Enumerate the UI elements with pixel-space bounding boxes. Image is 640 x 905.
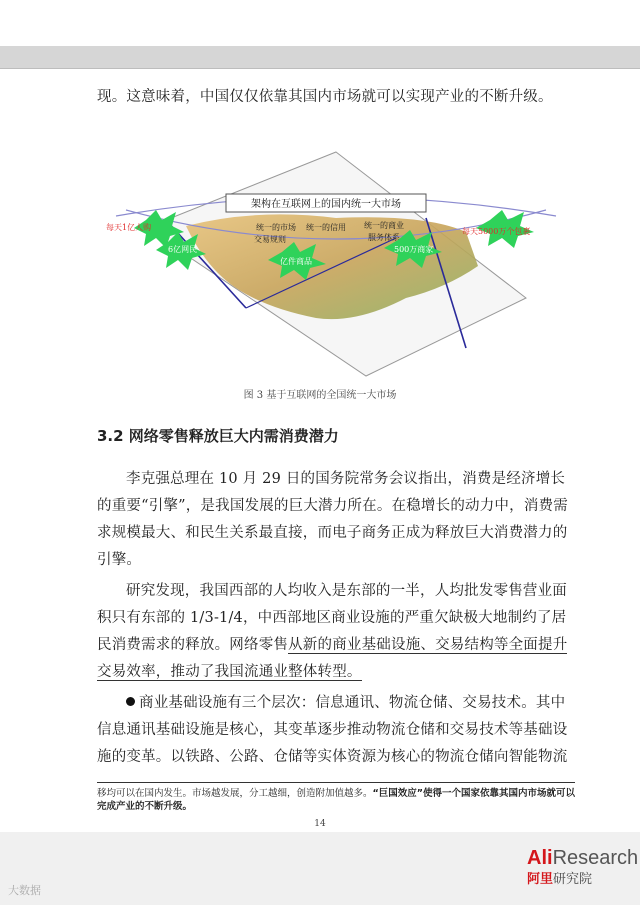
- paragraph: 李克强总理在 10 月 29 日的国务院常务会议指出，消费是经济增长的重要“引擎”，是我国发展的巨大潜力所在。在稳增长的动力中，消费需求规模最大、和民生关系最直接，而电子商务正成为释放巨大消费潜力的引擎。: [97, 471, 568, 568]
- burst-label: 每天5000万个包裹: [462, 227, 531, 236]
- page-number: 14: [314, 819, 326, 829]
- aliresearch-logo-cn: [527, 868, 592, 887]
- burst-label: 500万商家: [394, 245, 434, 254]
- footnote-text: 移均可以在国内发生。市场越发展，分工越细，创造附加值越多。: [97, 788, 373, 799]
- burst-label: 6亿网民: [168, 245, 198, 254]
- bullet-paragraph: [97, 690, 572, 771]
- aliresearch-logo: [527, 847, 638, 870]
- logo-text: 阿里: [527, 872, 554, 887]
- figure-label: 统一的信用: [306, 223, 346, 232]
- header-bar: [0, 46, 640, 69]
- burst-label: 亿件商品: [280, 257, 312, 266]
- logo-text: Research: [552, 847, 639, 869]
- logo-text: 研究院: [553, 872, 593, 887]
- figure-label: 统一的市场: [256, 223, 296, 232]
- paragraph-text: 研究发现，我国西部的人均收入是东部的一半，人均批发零售营业面积只有东部的 1/3-1/4，中西部地区商业设施的严重欠缺极大地制约了居民消费需求的释放。网络零售: [97, 583, 567, 653]
- bullet-icon: [126, 697, 135, 706]
- section-title: 3.2 网络零售释放巨大内需消费潜力: [97, 427, 339, 445]
- figure-label: 交易规则: [254, 235, 286, 244]
- figure-caption: 图 3 基于互联网的全国统一大市场: [243, 390, 397, 401]
- watermark: 大数据: [8, 884, 41, 897]
- figure-title: 架构在互联网上的国内统一大市场: [251, 199, 401, 210]
- footnote: [97, 787, 577, 813]
- market-figure: [106, 148, 566, 378]
- logo-text: Ali: [527, 847, 553, 869]
- footnote-bold: “巨国效应”使得一个国家依靠其国内市场就可以完成产业的不断升级。: [97, 788, 576, 812]
- underlined-text: 从新的商业基础设施、交易结构等全面提升交易效率，推动了我国流通业整体转型。: [97, 637, 568, 680]
- paragraph: [97, 578, 572, 686]
- figure-label: 服务体系: [368, 233, 400, 242]
- footnote-divider: [97, 782, 575, 783]
- paragraph-text: 商业基础设施有三个层次：信息通讯、物流仓储、交易技术。其中信息通讯基础设施是核心，其变革逐步推动物流仓储和交易技术等基础设施的变革。以铁路、公路、仓储等实体资源为核心的物流仓储向智能物流: [97, 695, 568, 765]
- figure-label: 统一的商业: [364, 221, 404, 230]
- burst-label: 每天1亿人购: [106, 223, 152, 232]
- paragraph-continued: 现。这意味着，中国仅仅依靠其国内市场就可以实现产业的不断升级。: [97, 89, 553, 105]
